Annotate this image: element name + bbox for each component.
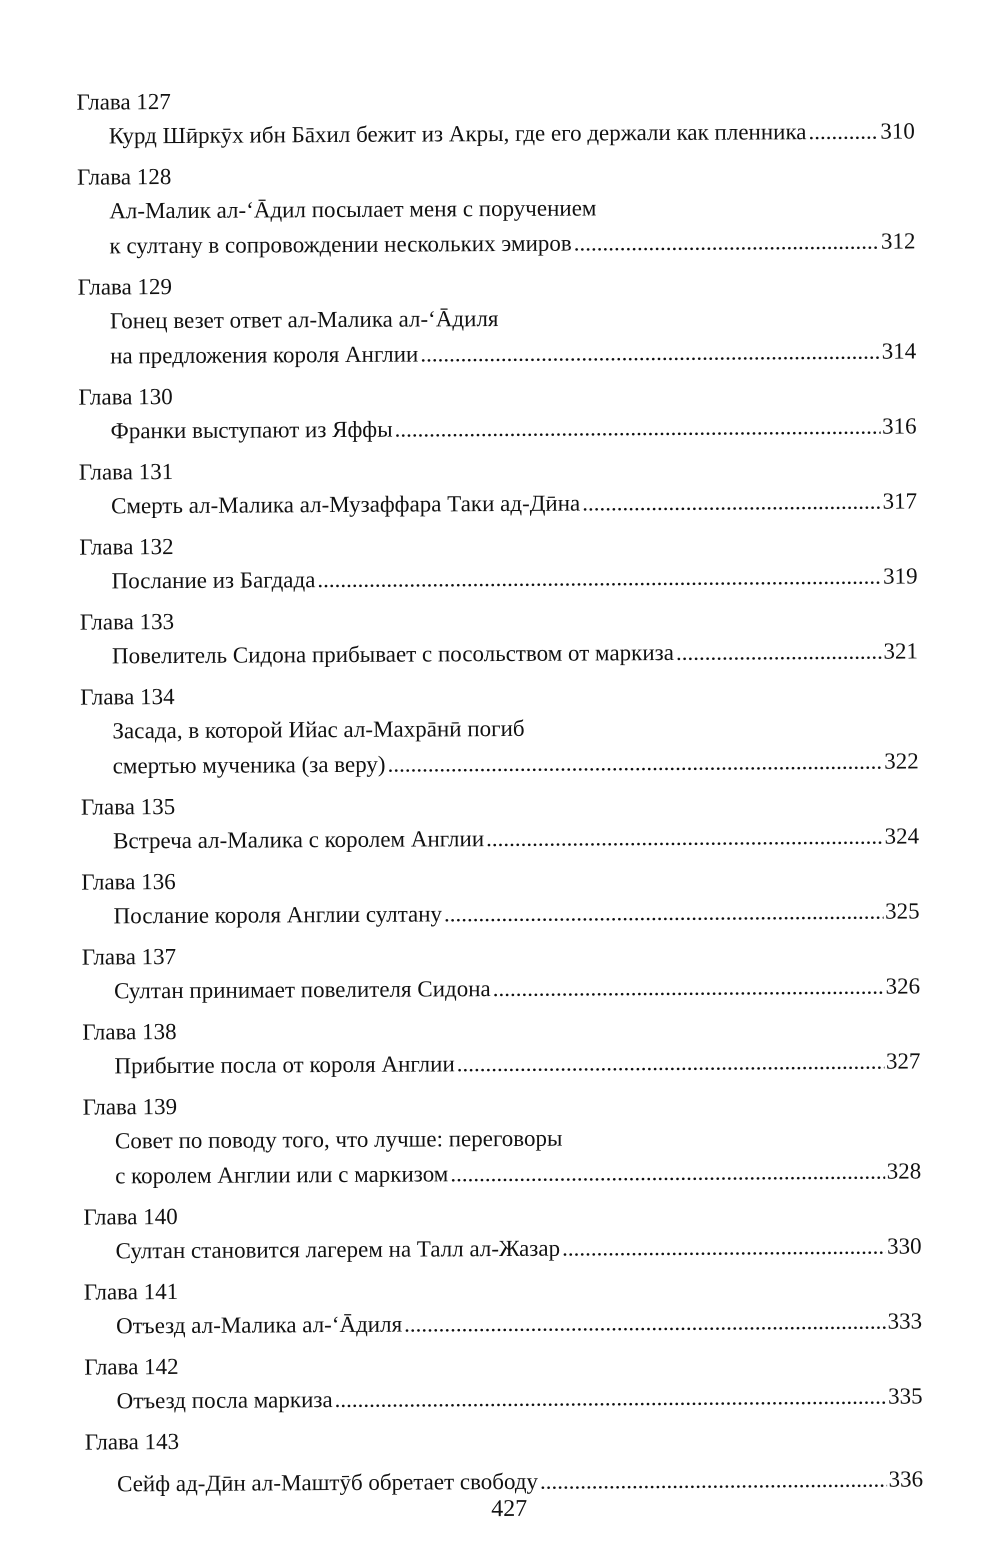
chapter-title-final-line (116, 1228, 922, 1268)
chapter-label: Глава 138 (82, 1018, 177, 1045)
chapter-page-number: 310 (880, 118, 915, 144)
chapter-page-number: 322 (884, 748, 919, 774)
dot-leader (420, 334, 880, 372)
toc-entry (78, 266, 917, 373)
dot-leader (444, 894, 883, 932)
toc-entry (77, 156, 916, 263)
dot-leader (486, 819, 883, 856)
toc-entry (84, 1271, 922, 1343)
toc-entry (83, 1196, 921, 1268)
chapter-page-number: 317 (882, 488, 918, 514)
dot-leader (387, 744, 882, 782)
chapter-page-number: 325 (884, 898, 920, 924)
dot-leader (335, 1379, 887, 1417)
chapter-title-block (110, 298, 916, 373)
chapter-label: Глава 127 (76, 89, 171, 115)
chapter-title-text: Султан принимает повелителя Сидона (113, 976, 491, 1004)
chapter-title-block (111, 558, 917, 598)
chapter-title-final-line (113, 893, 919, 933)
dot-leader (493, 969, 884, 1006)
chapter-page-number: 328 (886, 1158, 922, 1184)
chapter-label: Глава 143 (84, 1428, 180, 1455)
chapter-title-text: Франки выступают из Яффы (110, 416, 393, 444)
chapter-title-block (114, 1043, 920, 1083)
chapter-title-final-line (109, 223, 915, 263)
table-of-contents (77, 81, 924, 1509)
toc-entry (84, 1346, 922, 1418)
chapter-title-final-line (116, 1378, 922, 1418)
chapter-title-final-line (115, 1153, 921, 1193)
chapter-title-block (112, 708, 918, 783)
toc-entry (79, 451, 917, 523)
chapter-title-final-line (111, 558, 917, 598)
toc-entry (78, 376, 916, 448)
chapter-title-line: Засада, в которой Ийас ал-Махрāнӣ погиб (112, 715, 525, 744)
chapter-title-text: Смерть ал-Малика ал-Музаффара Таки ад-Дӣна (111, 490, 581, 519)
chapter-title-block (114, 968, 920, 1008)
chapter-page-number: 326 (885, 973, 921, 999)
chapter-title-final-line (114, 1043, 920, 1083)
chapter-label: Глава 141 (83, 1278, 179, 1305)
toc-entry (77, 81, 915, 153)
chapter-page-number: 319 (882, 563, 918, 589)
chapter-title-final-line (114, 968, 920, 1008)
chapter-label: Глава 132 (79, 534, 174, 560)
chapter-title-block (109, 113, 915, 153)
dot-leader (808, 114, 878, 149)
chapter-title-block (112, 633, 918, 673)
chapter-label: Глава 136 (81, 868, 176, 895)
chapter-page-number: 336 (888, 1466, 924, 1492)
chapter-title-text: Султан становится лагерем на Талл ал-Жазар (115, 1235, 561, 1264)
chapter-label: Глава 139 (82, 1093, 178, 1120)
dot-leader (457, 1044, 884, 1082)
chapter-page-number: 324 (884, 823, 920, 849)
toc-entry (80, 676, 919, 783)
chapter-label: Глава 135 (80, 793, 176, 820)
toc-entry (85, 1421, 923, 1501)
toc-entry (81, 786, 919, 858)
chapter-title-text: Сейф ад-Дӣн ал-Маштӯб обретает свободу (116, 1468, 539, 1497)
toc-entry (81, 861, 919, 933)
toc-entry (82, 1011, 920, 1083)
chapter-title-text: смертью мученика (за веру) (112, 751, 386, 779)
chapter-title-block (116, 1228, 922, 1268)
chapter-title-final-line (110, 333, 916, 373)
chapter-title-text: Встреча ал-Малика с королем Англии (113, 826, 485, 854)
chapter-title-block (115, 1118, 921, 1193)
chapter-page-number: 335 (887, 1383, 923, 1409)
chapter-title-block (116, 1303, 922, 1343)
chapter-label: Глава 128 (76, 164, 172, 190)
chapter-title-final-line (113, 743, 919, 783)
chapter-title-text: Прибытие посла от короля Англии (114, 1051, 455, 1079)
chapter-title-final-line (113, 818, 919, 858)
toc-entry (80, 601, 918, 673)
dot-leader (404, 1304, 886, 1342)
chapter-title-final-line (109, 113, 915, 153)
toc-entry (82, 936, 920, 1008)
chapter-title-block (116, 1378, 922, 1418)
chapter-title-text: Отъезд посла маркиза (116, 1387, 333, 1414)
chapter-title-text: Послание из Багдада (111, 567, 316, 594)
chapter-title-text: Повелитель Сидона прибывает с посольством от маркиза (111, 639, 674, 669)
chapter-label: Глава 129 (77, 274, 173, 300)
chapter-title-line: Гонец везет ответ ал-Малика ал-ʻĀдиля (109, 306, 499, 334)
chapter-title-final-line (116, 1303, 922, 1343)
toc-entry (83, 1086, 922, 1193)
dot-leader (317, 559, 881, 597)
dot-leader (676, 634, 882, 670)
chapter-title-text: с королем Англии или с маркизом (115, 1161, 449, 1189)
chapter-label: Глава 131 (78, 459, 174, 485)
chapter-title-line: Совет по поводу того, что лучше: переговоры (114, 1125, 563, 1154)
chapter-page-number: 312 (880, 228, 916, 254)
chapter-label: Глава 134 (80, 684, 175, 710)
chapter-label: Глава 140 (83, 1203, 178, 1230)
dot-leader (395, 409, 881, 447)
chapter-label: Глава 137 (81, 943, 177, 970)
chapter-title-block (111, 408, 917, 448)
chapter-label: Глава 142 (84, 1353, 179, 1380)
chapter-page-number: 333 (887, 1308, 923, 1334)
chapter-page-number: 321 (883, 638, 919, 664)
chapter-page-number: 314 (881, 338, 917, 364)
chapter-title-text: к султану в сопровождении нескольких эмиров (109, 230, 572, 259)
chapter-page-number: 330 (887, 1233, 922, 1259)
chapter-page-number: 316 (882, 413, 917, 439)
dot-leader (562, 1229, 885, 1266)
chapter-title-block (113, 818, 919, 858)
chapter-title-block (109, 188, 915, 263)
dot-leader (450, 1154, 885, 1192)
page-number: 427 (491, 1495, 528, 1523)
toc-entry (79, 526, 917, 598)
chapter-label: Глава 133 (79, 609, 175, 635)
chapter-title-final-line (111, 483, 917, 523)
chapter-title-text: Курд Шӣркӯх ибн Бāхил бежит из Акры, где его держали как пленника (108, 119, 807, 149)
chapter-title-block (111, 483, 917, 523)
chapter-title-text: на предложения короля Англии (110, 341, 419, 369)
chapter-label: Глава 130 (78, 384, 173, 410)
chapter-title-final-line (112, 633, 918, 673)
chapter-title-text: Отъезд ал-Малика ал-ʻĀдиля (116, 1311, 403, 1339)
chapter-title-text: Послание короля Англии султану (113, 901, 443, 929)
dot-leader (574, 224, 879, 261)
chapter-title-final-line (111, 408, 917, 448)
chapter-title-line: Ал-Малик ал-ʻĀдил посылает меня с поручением (109, 195, 597, 224)
dot-leader (582, 484, 881, 521)
chapter-page-number: 327 (885, 1048, 921, 1074)
chapter-title-block (113, 893, 919, 933)
